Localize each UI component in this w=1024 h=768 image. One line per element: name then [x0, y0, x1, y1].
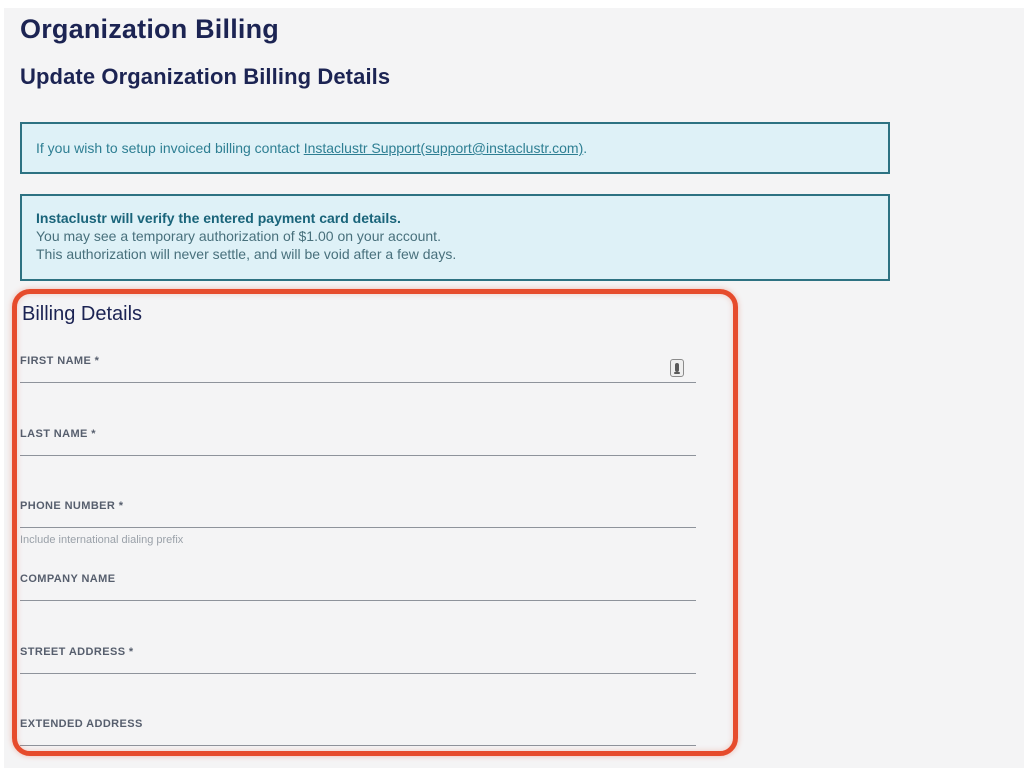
page-title: Organization Billing — [20, 14, 279, 44]
window-edge-top — [0, 0, 1024, 8]
last-name-input[interactable] — [20, 441, 696, 456]
phone-number-helper-text: Include international dialing prefix — [20, 534, 184, 546]
support-email-link[interactable]: Instaclustr Support(support@instaclustr.com) — [303, 140, 584, 156]
company-name-input[interactable] — [20, 586, 696, 601]
street-address-input[interactable] — [20, 659, 696, 674]
company-name-field-group — [20, 573, 696, 601]
password-manager-autofill-icon[interactable] — [670, 359, 684, 377]
card-verification-notice — [20, 194, 890, 281]
extended-address-field-group — [20, 718, 696, 746]
company-name-label: COMPANY NAME — [20, 573, 116, 585]
first-name-input[interactable] — [20, 368, 696, 383]
autofill-glyph — [675, 363, 679, 372]
first-name-label: FIRST NAME * — [20, 355, 100, 367]
invoiced-billing-text: If you wish to setup invoiced billing contact — [36, 140, 304, 156]
page-background — [4, 8, 1024, 768]
first-name-field-group — [20, 355, 696, 383]
window-edge-left — [0, 0, 4, 768]
billing-details-section-title: Billing Details — [22, 303, 143, 325]
autofill-glyph-base — [674, 372, 680, 374]
street-address-label: STREET ADDRESS * — [20, 646, 134, 658]
last-name-label: LAST NAME * — [20, 428, 96, 440]
street-address-field-group — [20, 646, 696, 674]
invoiced-billing-notice — [20, 122, 890, 174]
extended-address-label: EXTENDED ADDRESS — [20, 718, 143, 730]
verification-notice-line3: This authorization will never settle, and will be void after a few days. — [36, 246, 457, 262]
phone-number-input[interactable] — [20, 513, 696, 528]
phone-number-field-group — [20, 500, 696, 547]
last-name-field-group — [20, 428, 696, 456]
phone-number-label: PHONE NUMBER * — [20, 500, 124, 512]
verification-notice-line2: You may see a temporary authorization of $1.00 on your account. — [36, 228, 441, 244]
page-subtitle: Update Organization Billing Details — [20, 64, 391, 89]
invoiced-billing-text-end: . — [583, 140, 588, 156]
extended-address-input[interactable] — [20, 731, 696, 746]
verification-notice-line1: Instaclustr will verify the entered payment card details. — [36, 210, 401, 226]
